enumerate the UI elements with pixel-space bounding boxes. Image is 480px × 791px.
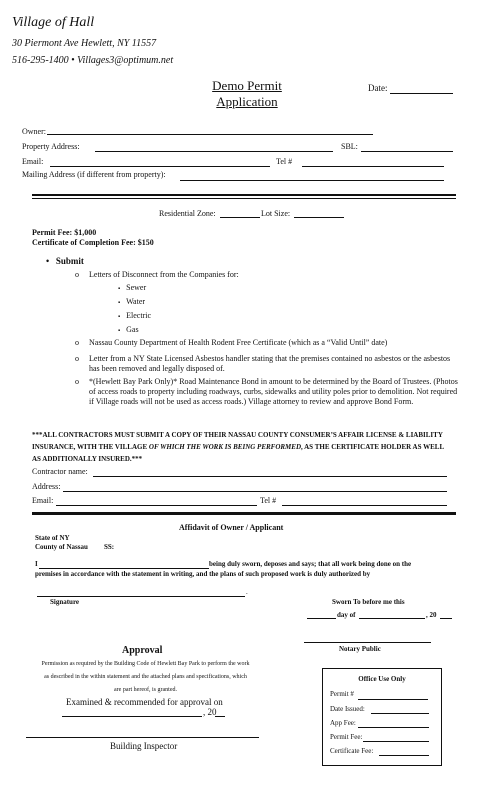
title-line-1: Demo Permit [212, 78, 282, 93]
email-label: Email: [22, 157, 44, 166]
date-label: Date: [368, 83, 388, 93]
state-label: State of NY [35, 534, 70, 542]
divider-top-2 [32, 198, 456, 199]
property-address-field[interactable] [95, 151, 333, 152]
contractor-address-field[interactable] [63, 491, 447, 492]
property-address-label: Property Address: [22, 142, 80, 151]
office-field-permit-no [330, 690, 354, 698]
affidavit-i: I [35, 560, 38, 568]
inspector-label: Building Inspector [110, 741, 178, 751]
residential-zone-field[interactable] [220, 217, 260, 218]
submit-heading-text: Submit [55, 256, 84, 266]
owner-field[interactable] [47, 134, 373, 135]
office-label: Permit # [330, 690, 354, 698]
title-line-2: Application [216, 94, 278, 109]
approval-title: Approval [122, 645, 163, 656]
mailing-address-field[interactable] [180, 180, 444, 181]
list-item [118, 325, 151, 339]
signature-label: Signature [50, 598, 80, 606]
approval-text-3: are part hereof, is granted. [114, 687, 177, 693]
office-permit-no-field[interactable] [358, 699, 428, 700]
contractor-email-label: Email: [32, 496, 54, 505]
notary-signature-field[interactable] [304, 642, 431, 643]
utility-list [118, 283, 151, 339]
permit-fee: Permit Fee: $1,000 [32, 228, 97, 237]
office-date-issued-field[interactable] [371, 713, 429, 714]
signature-field[interactable] [37, 596, 245, 597]
bullet-bond: o [75, 377, 79, 386]
sbl-field[interactable] [361, 151, 453, 152]
rodent-certificate: Nassau County Department of Health Rodent Free Certificate (which as a “Valid Until” date) [89, 338, 388, 347]
day-of-label: day of [337, 611, 356, 619]
inspector-signature-field[interactable] [26, 737, 259, 738]
owner-label: Owner: [22, 127, 46, 136]
square-bullet-icon: ▪ [118, 314, 121, 320]
ss-label: SS: [104, 543, 115, 551]
residential-zone-label: Residential Zone: [159, 209, 216, 218]
square-bullet-icon: ▪ [118, 328, 121, 334]
bullet-asbestos: o [75, 354, 79, 363]
sworn-before-label: Sworn To before me this [332, 598, 405, 606]
office-field-certificate-fee [330, 747, 373, 755]
examined-label: Examined & recommended for approval on [66, 697, 223, 707]
approval-year-field[interactable] [215, 716, 225, 717]
contractor-notice [32, 429, 452, 465]
lot-size-label: Lot Size: [261, 209, 291, 218]
office-label: Certificate Fee: [330, 747, 374, 755]
affidavit-text-2: premises in accordance with the statement in writing, and the plans of such proposed work is duly authorized by [35, 570, 371, 578]
utility-water: Water [126, 297, 146, 306]
office-title: Office Use Only [358, 675, 406, 683]
sworn-year-label: , 20 [426, 611, 437, 619]
contractor-tel-label: Tel # [260, 496, 277, 505]
letterhead-name: Village of Hall [12, 15, 95, 30]
sbl-label: SBL: [341, 142, 358, 151]
certificate-fee: Certificate of Completion Fee: $150 [32, 238, 154, 247]
office-use-box [322, 668, 442, 766]
utility-sewer: Sewer [126, 283, 147, 292]
approval-text-1: Permission as required by the Building Code of Hewlett Bay Park to perform the work [41, 661, 250, 667]
notice-part-2: OF WHICH THE WORK IS BEING PERFORMED [148, 443, 302, 451]
contractor-tel-field[interactable] [282, 505, 447, 506]
office-label: Date Issued: [330, 705, 365, 713]
office-field-app-fee [330, 719, 356, 727]
submit-heading [46, 256, 84, 266]
road-bond: *(Hewlett Bay Park Only)* Road Maintenance Bond in amount to be determined by the Board of Trustees. (Photos of access roads to property including roadways, curbs, sidewalks and utility poles prior to demolition. Not required if Village roads will not be used as access roads.) Village attorney to review and approve Bond Form. [89, 377, 458, 406]
date-field[interactable] [390, 93, 453, 94]
notice-part-1: ***ALL CONTRACTORS MUST SUBMIT A COPY OF THEIR NASSAU COUNTY CONSUMER’S AFFAIR LICENSE & LIABILITY INSURANCE, WITH THE VILLAGE [32, 431, 443, 451]
square-bullet-icon: ▪ [118, 300, 121, 306]
approval-text-2: as described in the within statement and the attached plans and specifications, which [44, 674, 247, 680]
office-label: Permit Fee: [330, 733, 363, 741]
affidavit-title: Affidavit of Owner / Applicant [179, 523, 284, 532]
contractor-name-label: Contractor name: [32, 467, 88, 476]
county-label: County of Nassau [35, 543, 88, 551]
office-label: App Fee: [330, 719, 356, 727]
bullet-letters: o [75, 270, 79, 279]
approval-text [18, 658, 273, 697]
page-title [207, 78, 287, 110]
signature-period: . [246, 588, 248, 596]
divider-top-1 [32, 194, 456, 196]
office-app-fee-field[interactable] [358, 727, 429, 728]
email-field[interactable] [50, 166, 270, 167]
utility-gas: Gas [126, 325, 139, 334]
list-item [118, 283, 151, 297]
notice-part-3: , AS THE CERTIFICATE HOLDER AS WELL AS ADDITIONALLY INSURED.*** [32, 443, 444, 463]
sworn-year-field[interactable] [440, 618, 452, 619]
tel-label: Tel # [276, 157, 293, 166]
divider-affidavit [32, 512, 456, 515]
office-permit-fee-field[interactable] [363, 741, 429, 742]
office-field-date-issued [330, 705, 365, 713]
approval-date-field[interactable] [62, 716, 202, 717]
tel-field[interactable] [302, 166, 444, 167]
lot-size-field[interactable] [294, 217, 344, 218]
contractor-address-label: Address: [32, 482, 61, 491]
mailing-address-label: Mailing Address (if different from property): [22, 170, 166, 179]
contractor-name-field[interactable] [93, 476, 447, 477]
bullet-rodent: o [75, 338, 79, 347]
letterhead-contact: 516-295-1400 • Villages3@optimum.net [12, 55, 174, 66]
month-field[interactable] [359, 618, 425, 619]
affidavit-text-1: being duly sworn, deposes and says; that all work being done on the [209, 560, 412, 568]
asbestos-letter: Letter from a NY State Licensed Asbestos handler stating that the premises contained no asbestos or the asbestos has been removed and legally disposed of. [89, 354, 451, 373]
submit-bullet: • [46, 256, 50, 266]
office-field-permit-fee [330, 733, 362, 741]
letterhead-address: 30 Piermont Ave Hewlett, NY 11557 [12, 38, 157, 49]
list-item [118, 297, 151, 311]
office-certificate-fee-field[interactable] [379, 755, 429, 756]
notary-label: Notary Public [339, 645, 381, 653]
affiant-name-field[interactable] [39, 568, 209, 569]
square-bullet-icon: ▪ [118, 286, 121, 292]
contractor-email-field[interactable] [56, 505, 257, 506]
letters-of-disconnect: Letters of Disconnect from the Companies for: [89, 270, 239, 279]
approval-year-label: , 20 [203, 707, 217, 717]
list-item [118, 311, 151, 325]
utility-electric: Electric [126, 311, 152, 320]
day-field[interactable] [307, 618, 336, 619]
